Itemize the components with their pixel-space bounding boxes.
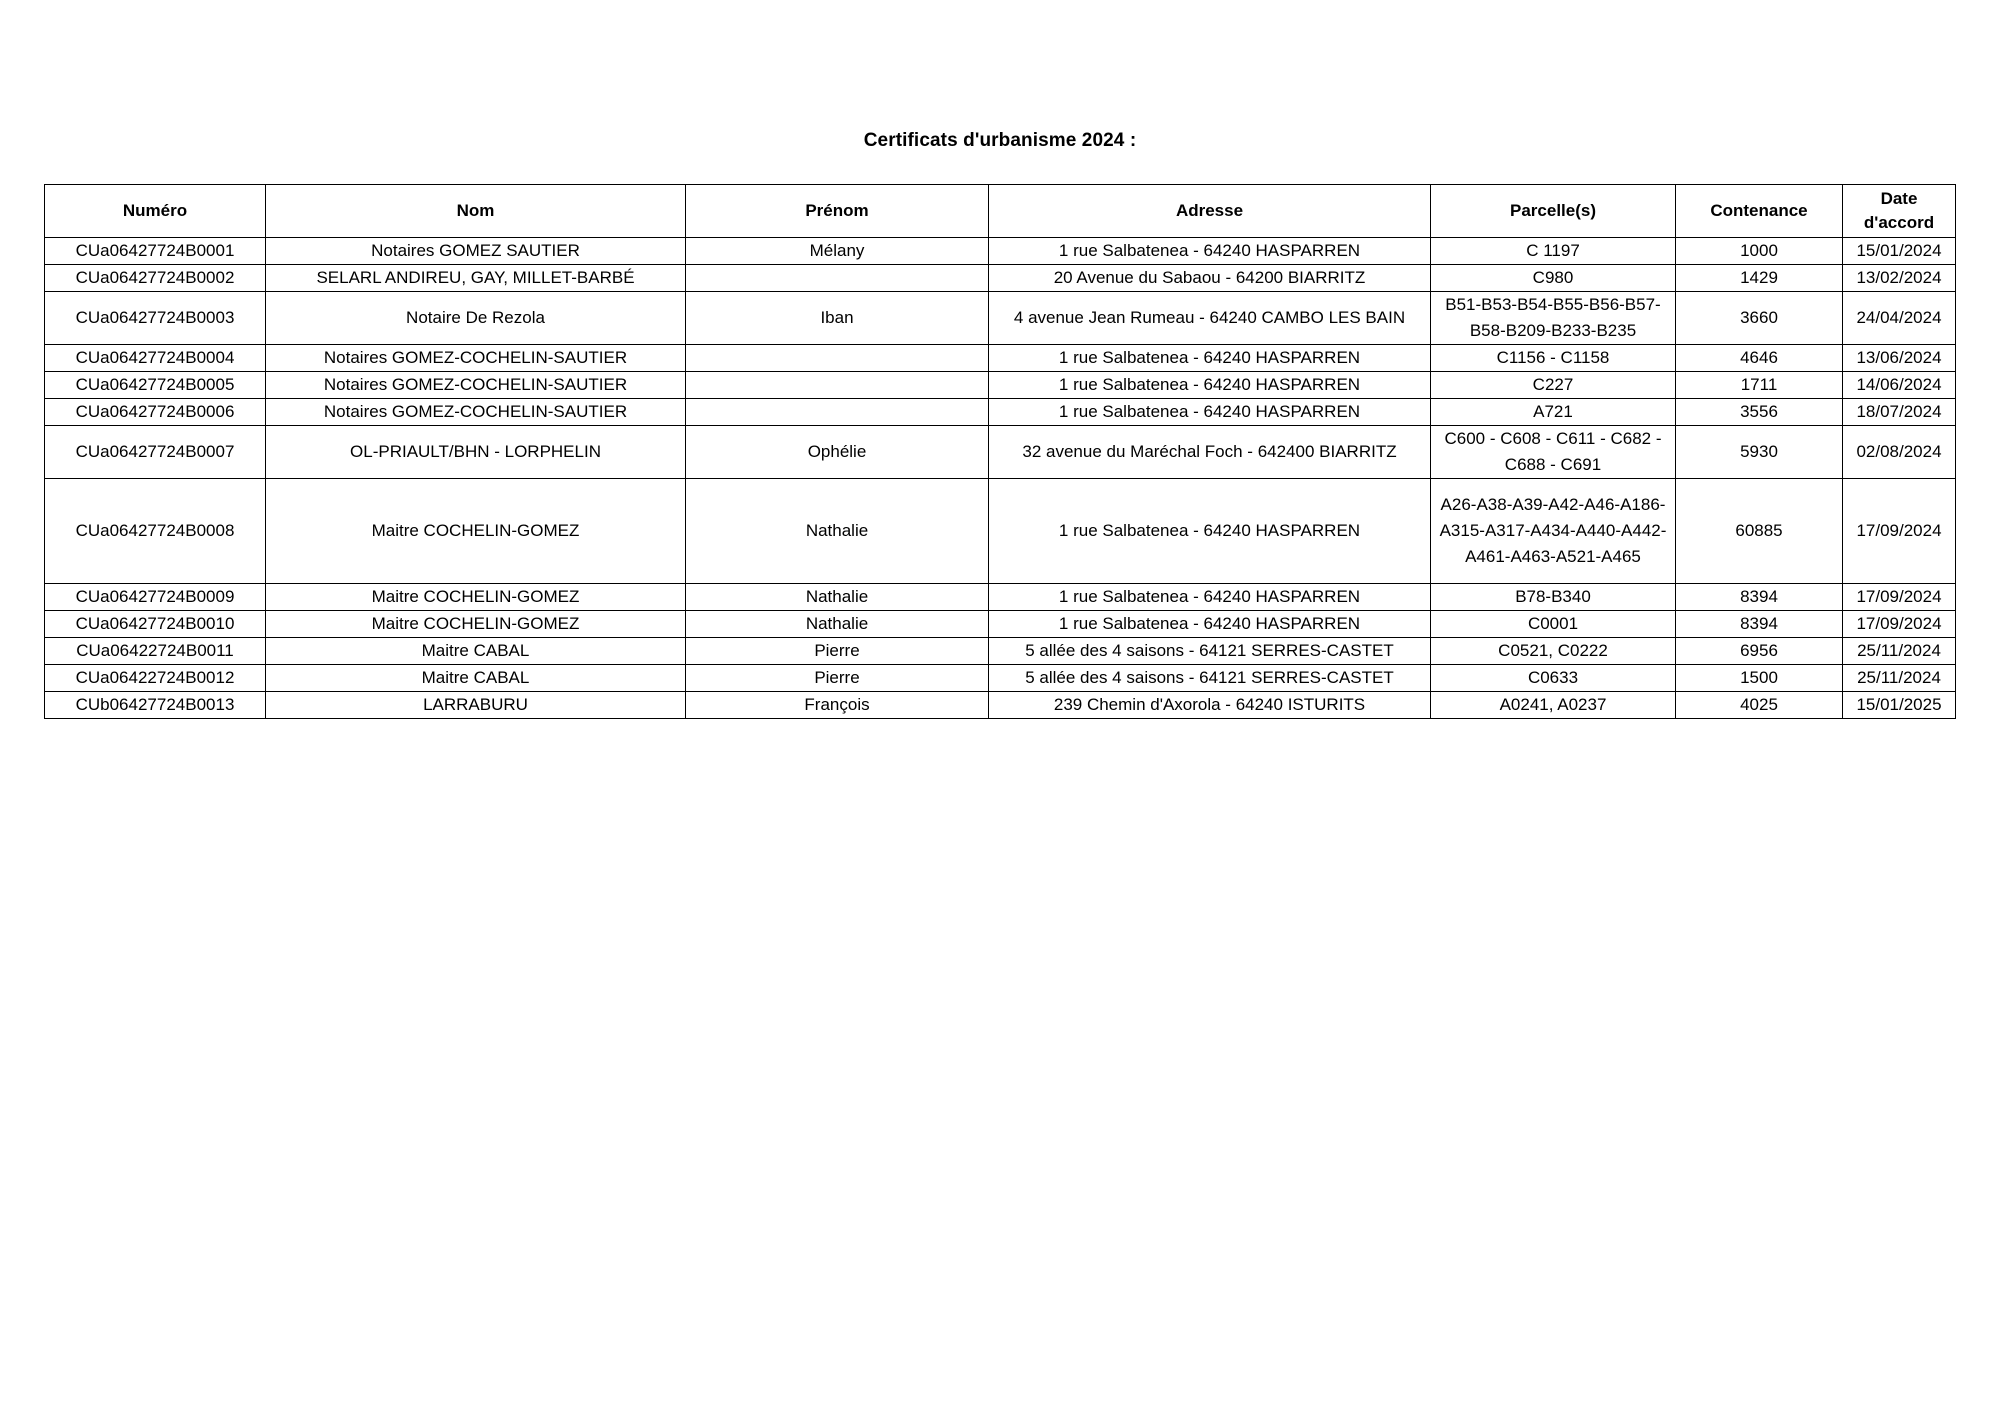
cell-nom: Maitre CABAL xyxy=(266,665,686,692)
cell-adresse: 1 rue Salbatenea - 64240 HASPARREN xyxy=(989,238,1431,265)
cell-prenom: Ophélie xyxy=(686,426,989,479)
cell-parcelles: C0633 xyxy=(1431,665,1676,692)
header-adresse: Adresse xyxy=(989,185,1431,238)
header-numero: Numéro xyxy=(45,185,266,238)
table-row xyxy=(45,665,1956,692)
cell-contenance: 6956 xyxy=(1676,638,1843,665)
cell-numero: CUb06427724B0013 xyxy=(45,692,266,719)
cell-parcelles xyxy=(1431,426,1676,479)
cell-date: 14/06/2024 xyxy=(1843,372,1956,399)
cell-contenance: 5930 xyxy=(1676,426,1843,479)
cell-adresse: 1 rue Salbatenea - 64240 HASPARREN xyxy=(989,584,1431,611)
header-date-line2: d'accord xyxy=(1863,213,1935,232)
table-row xyxy=(45,584,1956,611)
certificates-table xyxy=(44,184,1956,719)
cell-parcelles: A0241, A0237 xyxy=(1431,692,1676,719)
cell-adresse: 1 rue Salbatenea - 64240 HASPARREN xyxy=(989,479,1431,584)
cell-parcelles: C0521, C0222 xyxy=(1431,638,1676,665)
header-date-accord xyxy=(1843,185,1956,238)
cell-nom: Notaire De Rezola xyxy=(266,292,686,345)
cell-numero: CUa06427724B0002 xyxy=(45,265,266,292)
cell-prenom: Pierre xyxy=(686,665,989,692)
cell-adresse: 1 rue Salbatenea - 64240 HASPARREN xyxy=(989,399,1431,426)
cell-prenom xyxy=(686,265,989,292)
cell-date: 17/09/2024 xyxy=(1843,611,1956,638)
cell-nom: OL-PRIAULT/BHN - LORPHELIN xyxy=(266,426,686,479)
cell-parcelles: A721 xyxy=(1431,399,1676,426)
table-row xyxy=(45,611,1956,638)
cell-date: 13/02/2024 xyxy=(1843,265,1956,292)
table-header-row xyxy=(45,185,1956,238)
cell-contenance: 1429 xyxy=(1676,265,1843,292)
cell-contenance: 1000 xyxy=(1676,238,1843,265)
cell-numero: CUa06427724B0009 xyxy=(45,584,266,611)
cell-date: 24/04/2024 xyxy=(1843,292,1956,345)
cell-numero: CUa06427724B0005 xyxy=(45,372,266,399)
cell-parcelles: C0001 xyxy=(1431,611,1676,638)
cell-date: 25/11/2024 xyxy=(1843,638,1956,665)
cell-contenance: 3660 xyxy=(1676,292,1843,345)
page-title: Certificats d'urbanisme 2024 : xyxy=(863,130,1137,151)
table-row xyxy=(45,399,1956,426)
cell-date: 15/01/2025 xyxy=(1843,692,1956,719)
cell-contenance: 4646 xyxy=(1676,345,1843,372)
cell-parcelles: C980 xyxy=(1431,265,1676,292)
table-row xyxy=(45,238,1956,265)
cell-nom: Notaires GOMEZ-COCHELIN-SAUTIER xyxy=(266,345,686,372)
cell-numero: CUa06427724B0010 xyxy=(45,611,266,638)
cell-adresse: 1 rue Salbatenea - 64240 HASPARREN xyxy=(989,372,1431,399)
cell-prenom: Nathalie xyxy=(686,479,989,584)
cell-nom: Notaires GOMEZ SAUTIER xyxy=(266,238,686,265)
cell-date: 02/08/2024 xyxy=(1843,426,1956,479)
header-date-line1: Date xyxy=(1880,189,1918,208)
table-row xyxy=(45,426,1956,479)
parcelles-line: A461-A463-A521-A465 xyxy=(1465,547,1641,566)
header-parcelles: Parcelle(s) xyxy=(1431,185,1676,238)
cell-prenom xyxy=(686,399,989,426)
cell-numero: CUa06422724B0012 xyxy=(45,665,266,692)
cell-adresse: 4 avenue Jean Rumeau - 64240 CAMBO LES BAIN xyxy=(989,292,1431,345)
parcelles-line: C600 - C608 - C611 - C682 - xyxy=(1444,429,1662,448)
cell-parcelles xyxy=(1431,479,1676,584)
cell-prenom: Pierre xyxy=(686,638,989,665)
cell-parcelles: C227 xyxy=(1431,372,1676,399)
cell-prenom: Mélany xyxy=(686,238,989,265)
cell-prenom: Nathalie xyxy=(686,584,989,611)
cell-contenance: 1711 xyxy=(1676,372,1843,399)
cell-nom: Maitre COCHELIN-GOMEZ xyxy=(266,479,686,584)
cell-parcelles xyxy=(1431,292,1676,345)
table-row xyxy=(45,479,1956,584)
cell-contenance: 8394 xyxy=(1676,611,1843,638)
cell-date: 17/09/2024 xyxy=(1843,584,1956,611)
cell-parcelles: B78-B340 xyxy=(1431,584,1676,611)
cell-adresse: 239 Chemin d'Axorola - 64240 ISTURITS xyxy=(989,692,1431,719)
table-row xyxy=(45,692,1956,719)
cell-adresse: 32 avenue du Maréchal Foch - 642400 BIARRITZ xyxy=(989,426,1431,479)
cell-adresse: 1 rue Salbatenea - 64240 HASPARREN xyxy=(989,345,1431,372)
cell-adresse: 1 rue Salbatenea - 64240 HASPARREN xyxy=(989,611,1431,638)
cell-prenom: Iban xyxy=(686,292,989,345)
cell-numero: CUa06427724B0004 xyxy=(45,345,266,372)
cell-contenance: 3556 xyxy=(1676,399,1843,426)
cell-adresse: 5 allée des 4 saisons - 64121 SERRES-CASTET xyxy=(989,638,1431,665)
cell-prenom xyxy=(686,345,989,372)
cell-parcelles: C1156 - C1158 xyxy=(1431,345,1676,372)
cell-nom: Notaires GOMEZ-COCHELIN-SAUTIER xyxy=(266,399,686,426)
cell-date: 17/09/2024 xyxy=(1843,479,1956,584)
table-row xyxy=(45,345,1956,372)
cell-date: 25/11/2024 xyxy=(1843,665,1956,692)
cell-contenance: 4025 xyxy=(1676,692,1843,719)
cell-prenom xyxy=(686,372,989,399)
cell-contenance: 1500 xyxy=(1676,665,1843,692)
table-row xyxy=(45,638,1956,665)
cell-numero: CUa06427724B0003 xyxy=(45,292,266,345)
cell-contenance: 8394 xyxy=(1676,584,1843,611)
table-row xyxy=(45,265,1956,292)
cell-contenance: 60885 xyxy=(1676,479,1843,584)
cell-adresse: 5 allée des 4 saisons - 64121 SERRES-CASTET xyxy=(989,665,1431,692)
cell-numero: CUa06422724B0011 xyxy=(45,638,266,665)
parcelles-line: C688 - C691 xyxy=(1504,455,1602,474)
cell-nom: Maitre COCHELIN-GOMEZ xyxy=(266,611,686,638)
header-contenance: Contenance xyxy=(1676,185,1843,238)
cell-date: 18/07/2024 xyxy=(1843,399,1956,426)
table-row xyxy=(45,372,1956,399)
cell-date: 15/01/2024 xyxy=(1843,238,1956,265)
cell-numero: CUa06427724B0008 xyxy=(45,479,266,584)
parcelles-line: A26-A38-A39-A42-A46-A186- xyxy=(1440,495,1666,514)
cell-numero: CUa06427724B0007 xyxy=(45,426,266,479)
cell-adresse: 20 Avenue du Sabaou - 64200 BIARRITZ xyxy=(989,265,1431,292)
header-nom: Nom xyxy=(266,185,686,238)
cell-prenom: Nathalie xyxy=(686,611,989,638)
cell-nom: LARRABURU xyxy=(266,692,686,719)
cell-prenom: François xyxy=(686,692,989,719)
cell-nom: Maitre CABAL xyxy=(266,638,686,665)
cell-parcelles: C 1197 xyxy=(1431,238,1676,265)
parcelles-line: B58-B209-B233-B235 xyxy=(1469,321,1637,340)
cell-numero: CUa06427724B0001 xyxy=(45,238,266,265)
header-prenom: Prénom xyxy=(686,185,989,238)
cell-nom: Maitre COCHELIN-GOMEZ xyxy=(266,584,686,611)
cell-date: 13/06/2024 xyxy=(1843,345,1956,372)
parcelles-line: A315-A317-A434-A440-A442- xyxy=(1439,521,1667,540)
parcelles-line: B51-B53-B54-B55-B56-B57- xyxy=(1445,295,1661,314)
cell-nom: SELARL ANDIREU, GAY, MILLET-BARBÉ xyxy=(266,265,686,292)
table-row xyxy=(45,292,1956,345)
cell-numero: CUa06427724B0006 xyxy=(45,399,266,426)
cell-nom: Notaires GOMEZ-COCHELIN-SAUTIER xyxy=(266,372,686,399)
